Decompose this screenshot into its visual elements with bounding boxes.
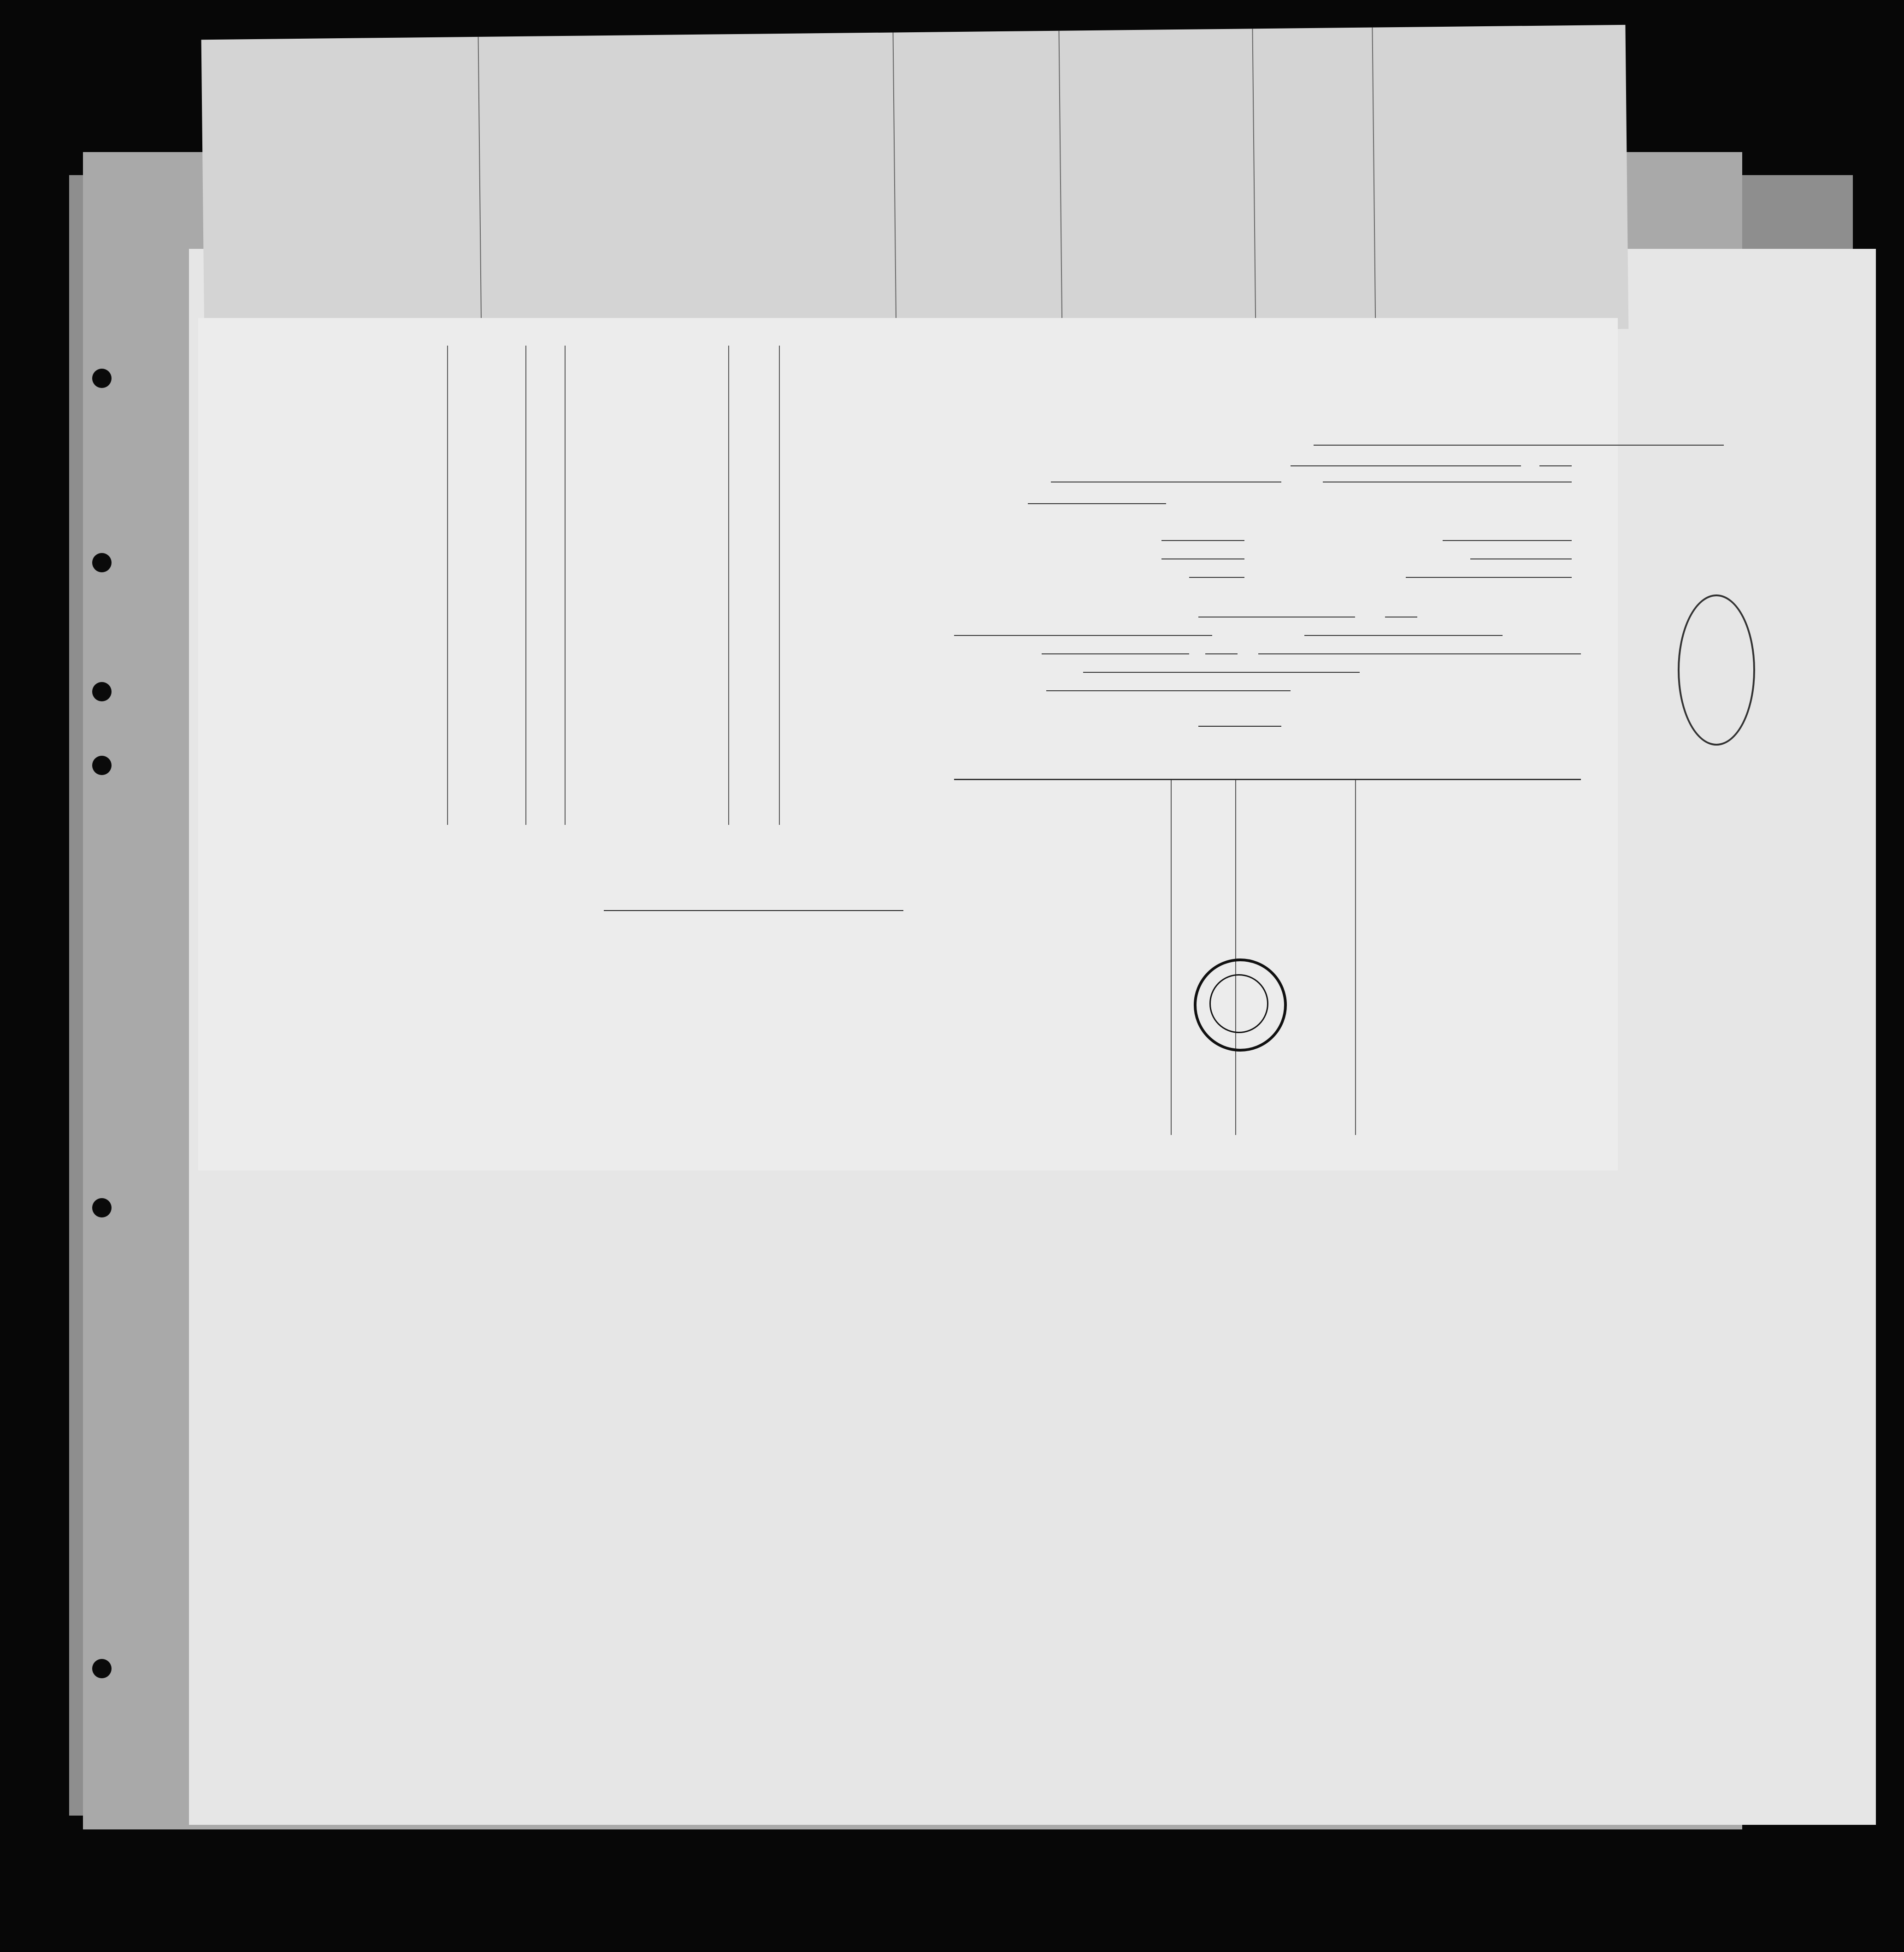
deserting-table — [954, 779, 1581, 1135]
port-field — [1314, 445, 1724, 446]
binder-hole — [92, 682, 112, 701]
signature-line — [604, 910, 903, 911]
discharged-row-lines — [201, 25, 1626, 40]
via-port-field — [1083, 672, 1360, 673]
column-rule — [728, 346, 729, 825]
destination-field — [1258, 653, 1581, 654]
first-port-field — [1046, 690, 1291, 691]
column-rule — [478, 37, 482, 332]
column-rule — [1235, 780, 1236, 1135]
date-field — [1291, 465, 1521, 466]
circled-mark — [1678, 594, 1755, 746]
stamp-inner-ring — [1209, 974, 1268, 1033]
year-field — [1539, 465, 1572, 466]
lying-at-field — [1304, 635, 1503, 636]
discharged-headers — [201, 25, 1626, 40]
sail-year-field — [1205, 653, 1238, 654]
column-rule — [447, 346, 448, 825]
ellis-island-stamp — [1194, 958, 1287, 1052]
discharged-seamen-sheet — [201, 25, 1629, 344]
column-rule — [525, 346, 526, 825]
binder-hole — [92, 1659, 112, 1678]
total-date-field — [1406, 577, 1572, 578]
column-rule — [1171, 780, 1172, 1135]
statement-sheet — [198, 318, 1618, 1170]
column-rule — [1355, 780, 1356, 1135]
column-rule — [1372, 28, 1376, 323]
from-port-field — [1028, 503, 1166, 504]
deserted-field — [1443, 540, 1572, 541]
binder-hole — [92, 369, 112, 388]
total-arrival-field — [1161, 540, 1244, 541]
binder-hole — [92, 553, 112, 572]
column-rule — [893, 32, 897, 327]
sail-date-field — [1042, 653, 1189, 654]
discharged-rows — [201, 25, 1626, 40]
column-rule — [1252, 29, 1256, 323]
binder-hole — [92, 756, 112, 775]
signed-on-field — [1189, 577, 1244, 578]
column-rule — [779, 346, 780, 825]
divider — [1198, 726, 1281, 727]
binder-hole — [92, 1198, 112, 1217]
column-rule — [565, 346, 566, 825]
column-rule — [1059, 31, 1063, 326]
consignee-field — [954, 635, 1212, 636]
